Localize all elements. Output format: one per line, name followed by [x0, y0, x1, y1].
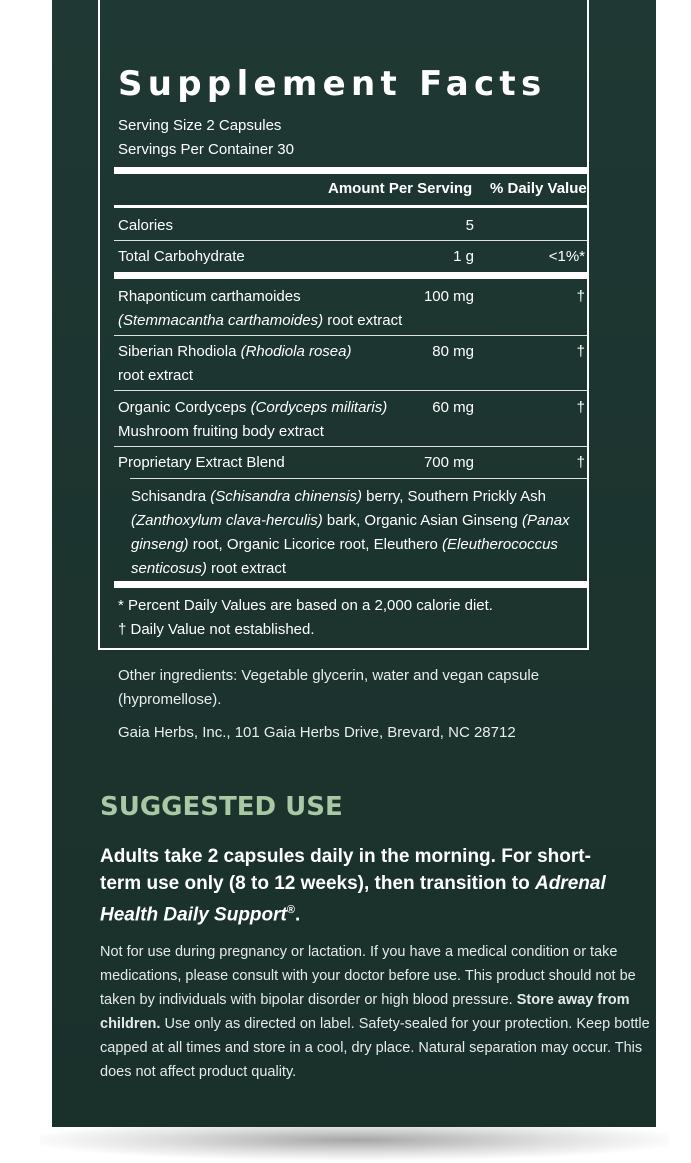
blend-text: root extract	[206, 560, 287, 577]
divider-header	[114, 205, 589, 208]
blend-text: bark, Organic Asian Ginseng	[322, 512, 523, 529]
cordyceps-latin-name: (Cordyceps militaris)	[250, 399, 388, 416]
header-amount-per-serving: Amount Per Serving	[328, 180, 473, 197]
row-rhodiola-name	[118, 343, 351, 361]
rhaponticum-part: root extract	[323, 312, 403, 329]
label-panel	[52, 0, 656, 1127]
divider-thick	[114, 272, 589, 279]
warning-bold-text: Store away from children.	[100, 992, 630, 1032]
row-rhodiola-amount: 80 mg	[432, 343, 474, 360]
directions-text-end: .	[294, 904, 301, 926]
blend-latin-name: (Panax ginseng)	[131, 512, 570, 553]
divider	[114, 446, 589, 447]
row-calories-amount: 5	[465, 217, 474, 234]
companion-product-name: Adrenal Health Daily Support	[100, 873, 606, 926]
row-cordyceps-name-line2: Mushroom fruiting body extract	[118, 423, 324, 440]
divider	[114, 240, 589, 241]
supplement-facts-title: Supplement Facts	[118, 64, 547, 104]
blend-ingredients	[131, 485, 571, 581]
divider-blend	[130, 478, 589, 479]
servings-per-container: Servings Per Container 30	[118, 141, 294, 158]
blend-text: berry, Southern Prickly Ash	[361, 488, 546, 505]
rhaponticum-latin-name: (Stemmacantha carthamoides)	[118, 312, 324, 329]
row-cordyceps-dv: †	[576, 399, 585, 416]
suggested-use-title: SUGGESTED USE	[100, 792, 343, 822]
warning-text: Use only as directed on label. Safety-sealed for your protection. Keep bottle capped at all times and store in a cool, dry place. Natural separation may occur. This does not affect product quality.	[100, 1016, 650, 1080]
divider	[114, 390, 589, 391]
registered-mark: ®	[286, 904, 295, 916]
row-blend-dv: †	[576, 454, 585, 471]
divider	[114, 335, 589, 336]
manufacturer-address: Gaia Herbs, Inc., 101 Gaia Herbs Drive, Brevard, NC 28712	[118, 724, 516, 741]
rhodiola-latin-name: (Rhodiola rosea)	[240, 343, 352, 360]
footnote-not-established: † Daily Value not established.	[118, 621, 315, 638]
row-blend-name: Proprietary Extract Blend	[118, 454, 285, 471]
warning-text: Not for use during pregnancy or lactation. If you have a medical condition or take medications, please consult with your doctor before use. This product should not be taken by individuals with bipolar disorder or high blood pressure.	[100, 944, 636, 1008]
row-carbohydrate-dv: <1%*	[548, 248, 585, 265]
divider-thick	[114, 581, 589, 588]
warnings-text	[100, 940, 650, 1084]
divider-thick	[114, 167, 589, 174]
blend-text: Schisandra	[131, 488, 211, 505]
row-cordyceps-amount: 60 mg	[432, 399, 474, 416]
row-rhodiola-name-line2: root extract	[118, 367, 194, 384]
row-rhaponticum-amount: 100 mg	[423, 288, 474, 305]
serving-size: Serving Size 2 Capsules	[118, 117, 282, 134]
row-rhaponticum-name: Rhaponticum carthamoides	[118, 288, 301, 305]
row-blend-amount: 700 mg	[423, 454, 474, 471]
footnote-daily-values: * Percent Daily Values are based on a 2,000 calorie diet.	[118, 597, 493, 614]
directions-text: Adults take 2 capsules daily in the morning. For short-term use only (8 to 12 weeks), then transition to	[100, 846, 591, 894]
blend-latin-name: (Schisandra chinensis)	[210, 488, 362, 505]
row-rhodiola-dv: †	[576, 343, 585, 360]
suggested-use-directions	[100, 843, 620, 928]
rhodiola-common-name: Siberian Rhodiola	[118, 343, 241, 360]
row-carbohydrate-amount: 1 g	[453, 248, 474, 265]
blend-text: root, Organic Licorice root, Eleuthero	[188, 536, 443, 553]
cordyceps-common-name: Organic Cordyceps	[118, 399, 251, 416]
blend-latin-name: (Eleutherococcus senticosus)	[131, 536, 558, 577]
row-rhaponticum-name-line2	[118, 312, 402, 330]
row-carbohydrate-name: Total Carbohydrate	[118, 248, 245, 265]
blend-latin-name: (Zanthoxylum clava-herculis)	[131, 512, 323, 529]
other-ingredients: Other ingredients: Vegetable glycerin, water and vegan capsule (hypromellose).	[118, 667, 540, 708]
row-rhaponticum-dv: †	[576, 288, 585, 305]
row-calories-name: Calories	[118, 217, 174, 234]
header-daily-value: % Daily Value	[490, 180, 587, 197]
